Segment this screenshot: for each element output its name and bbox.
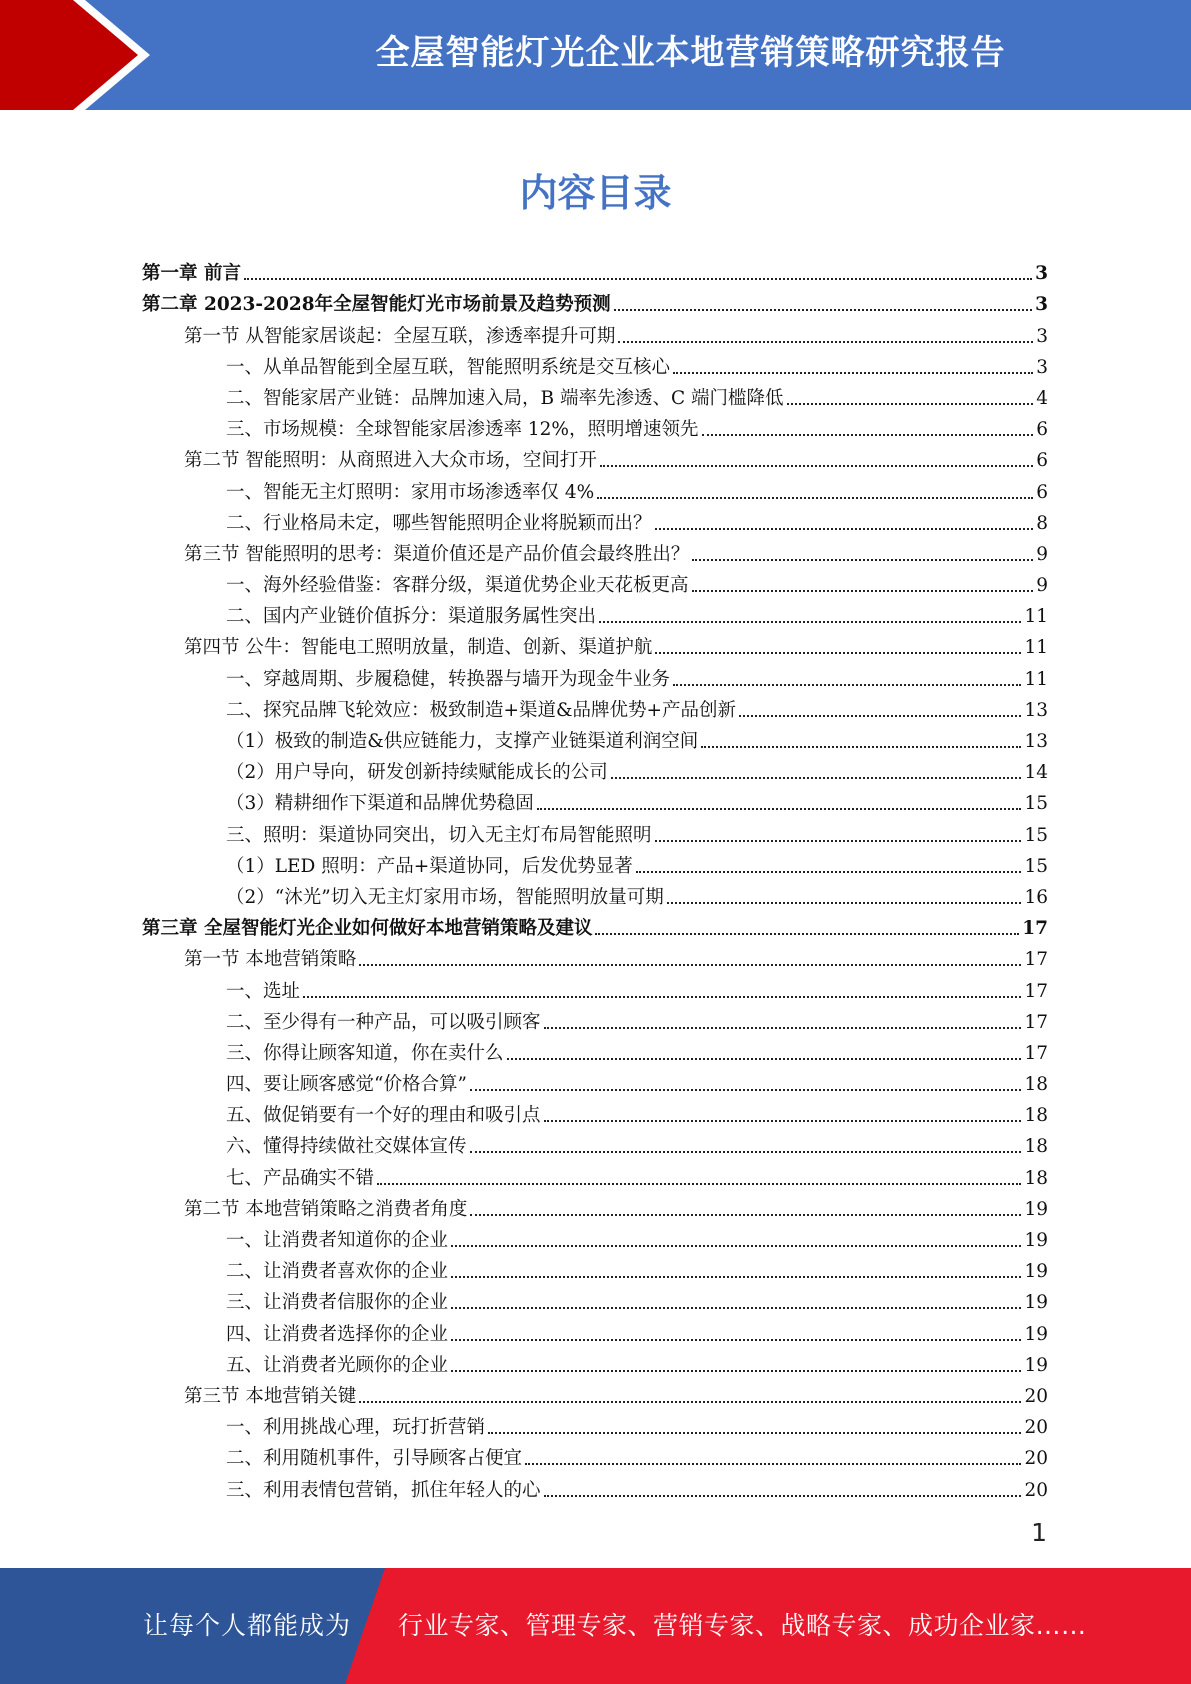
toc-entry-page: 19 xyxy=(1024,1292,1048,1314)
toc-entry-text: 三、让消费者信服你的企业 xyxy=(226,1292,449,1314)
toc-leader-dots xyxy=(739,715,1021,717)
toc-entry-text: 三、照明：渠道协同突出，切入无主灯布局智能照明 xyxy=(226,824,652,846)
toc-entry-text: 二、让消费者喜欢你的企业 xyxy=(226,1261,449,1283)
toc-leader-dots xyxy=(470,1214,1021,1216)
toc-entry-text: 第二节 智能照明：从商照进入大众市场，空间打开 xyxy=(184,450,597,472)
toc-entry[interactable] xyxy=(142,286,1048,317)
toc-leader-dots xyxy=(599,621,1021,623)
toc-entry-page: 13 xyxy=(1024,699,1048,721)
toc-entry-page: 17 xyxy=(1024,1042,1048,1064)
toc-leader-dots xyxy=(544,1027,1022,1029)
toc-leader-dots xyxy=(655,528,1034,530)
toc-leader-dots xyxy=(451,1276,1021,1278)
toc-entry-page: 20 xyxy=(1024,1385,1048,1407)
toc-leader-dots xyxy=(702,434,1034,436)
toc-entry[interactable] xyxy=(142,785,1048,816)
toc-entry[interactable] xyxy=(142,1066,1048,1097)
toc-entry[interactable] xyxy=(142,442,1048,473)
toc-entry-page: 19 xyxy=(1024,1354,1048,1376)
footer-slogan-left: 让每个人都能成为 xyxy=(143,1611,352,1640)
report-title: 全屋智能灯光企业本地营销策略研究报告 xyxy=(375,33,1006,73)
toc-entry[interactable] xyxy=(142,1409,1048,1440)
toc-leader-dots xyxy=(701,746,1021,748)
toc-entry-page: 19 xyxy=(1024,1230,1048,1251)
table-of-contents xyxy=(142,255,1048,1503)
toc-entry-text: 一、智能无主灯照明：家用市场渗透率仅 4% xyxy=(226,481,595,503)
toc-leader-dots xyxy=(673,372,1033,374)
toc-entry-page: 18 xyxy=(1024,1136,1048,1158)
toc-entry[interactable] xyxy=(142,1315,1048,1346)
toc-entry[interactable] xyxy=(142,1035,1048,1066)
toc-entry-page: 6 xyxy=(1036,450,1048,472)
toc-entry-page: 17 xyxy=(1024,949,1048,971)
toc-entry-page: 13 xyxy=(1024,731,1048,752)
toc-leader-dots xyxy=(359,1401,1021,1403)
toc-entry[interactable] xyxy=(142,1128,1048,1159)
toc-entry[interactable] xyxy=(142,411,1048,442)
toc-entry-page: 11 xyxy=(1024,606,1048,628)
toc-entry[interactable] xyxy=(142,972,1048,1003)
toc-entry[interactable] xyxy=(142,1440,1048,1471)
toc-entry[interactable] xyxy=(142,1004,1048,1035)
toc-leader-dots xyxy=(618,341,1033,343)
toc-entry-text: 一、穿越周期、步履稳健，转换器与墙开为现金牛业务 xyxy=(226,668,671,690)
toc-leader-dots xyxy=(451,1339,1021,1341)
toc-entry-page: 9 xyxy=(1036,543,1048,565)
header-banner xyxy=(0,0,1191,110)
toc-entry-text: 一、让消费者知道你的企业 xyxy=(226,1230,449,1251)
toc-entry[interactable] xyxy=(142,660,1048,691)
toc-entry-page: 20 xyxy=(1024,1479,1048,1501)
toc-entry-text: （1）极致的制造&供应链能力，支撑产业链渠道利润空间 xyxy=(226,731,699,752)
toc-entry-text: （3）精耕细作下渠道和品牌优势稳固 xyxy=(226,793,534,815)
toc-entry[interactable] xyxy=(142,816,1048,847)
toc-entry-page: 19 xyxy=(1024,1261,1048,1283)
toc-entry-page: 17 xyxy=(1022,918,1048,940)
toc-entry[interactable] xyxy=(142,255,1048,286)
toc-entry[interactable] xyxy=(142,910,1048,941)
toc-entry-text: 三、市场规模：全球智能家居渗透率 12%，照明增速领先 xyxy=(226,419,699,441)
toc-leader-dots xyxy=(692,559,1033,561)
toc-leader-dots xyxy=(655,840,1022,842)
toc-entry-text: 四、让消费者选择你的企业 xyxy=(226,1323,449,1345)
toc-leader-dots xyxy=(470,1151,1022,1153)
toc-entry-page: 9 xyxy=(1036,575,1048,597)
toc-entry-page: 8 xyxy=(1036,512,1048,534)
toc-entry-page: 18 xyxy=(1024,1105,1048,1127)
toc-leader-dots xyxy=(451,1245,1021,1247)
toc-leader-dots xyxy=(692,590,1034,592)
toc-entry[interactable] xyxy=(142,1347,1048,1378)
toc-leader-dots xyxy=(451,1370,1021,1372)
toc-entry-text: 二、国内产业链价值拆分：渠道服务属性突出 xyxy=(226,606,597,628)
toc-heading: 内容目录 xyxy=(519,171,672,215)
footer-banner xyxy=(0,1568,1191,1684)
toc-entry-page: 18 xyxy=(1024,1167,1048,1189)
toc-entry[interactable] xyxy=(142,1253,1048,1284)
toc-leader-dots xyxy=(377,1183,1021,1185)
toc-leader-dots xyxy=(655,652,1021,654)
toc-leader-dots xyxy=(787,403,1034,405)
toc-entry[interactable] xyxy=(142,473,1048,504)
toc-entry[interactable] xyxy=(142,723,1048,754)
toc-entry[interactable] xyxy=(142,692,1048,723)
toc-entry-text: 一、海外经验借鉴：客群分级，渠道优势企业天花板更高 xyxy=(226,575,689,597)
toc-entry-page: 20 xyxy=(1024,1448,1048,1470)
toc-entry-page: 3 xyxy=(1036,356,1048,378)
toc-entry[interactable] xyxy=(142,1191,1048,1222)
toc-entry-text: 五、做促销要有一个好的理由和吸引点 xyxy=(226,1105,541,1127)
toc-entry-text: 第三节 本地营销关键 xyxy=(184,1385,357,1407)
toc-leader-dots xyxy=(244,278,1032,280)
toc-entry-page: 4 xyxy=(1036,387,1048,409)
toc-entry[interactable] xyxy=(142,941,1048,972)
toc-entry-text: 二、行业格局未定，哪些智能照明企业将脱颖而出？ xyxy=(226,512,652,534)
toc-entry[interactable] xyxy=(142,598,1048,629)
toc-leader-dots xyxy=(525,1463,1021,1465)
toc-leader-dots xyxy=(488,1432,1021,1434)
toc-entry-page: 20 xyxy=(1024,1417,1048,1439)
toc-entry[interactable] xyxy=(142,317,1048,348)
toc-entry[interactable] xyxy=(142,1097,1048,1128)
toc-leader-dots xyxy=(359,964,1021,966)
toc-entry-text: 六、懂得持续做社交媒体宣传 xyxy=(226,1136,467,1158)
toc-entry-page: 15 xyxy=(1024,793,1048,815)
toc-entry-text: 二、探究品牌飞轮效应：极致制造+渠道&品牌优势+产品创新 xyxy=(226,699,736,721)
toc-leader-dots xyxy=(667,902,1022,904)
toc-entry[interactable] xyxy=(142,879,1048,910)
toc-entry-page: 17 xyxy=(1024,980,1048,1002)
page-number: 1 xyxy=(1031,1518,1047,1547)
toc-leader-dots xyxy=(611,777,1022,779)
toc-entry-text: （1）LED 照明：产品+渠道协同，后发优势显著 xyxy=(226,855,633,877)
toc-leader-dots xyxy=(614,309,1033,311)
toc-entry-page: 14 xyxy=(1024,762,1048,784)
toc-entry[interactable] xyxy=(142,1471,1048,1502)
toc-entry[interactable] xyxy=(142,380,1048,411)
toc-entry-page: 19 xyxy=(1024,1323,1048,1345)
toc-entry[interactable] xyxy=(142,629,1048,660)
toc-leader-dots xyxy=(673,684,1021,686)
toc-entry-text: 第四节 公牛：智能电工照明放量，制造、创新、渠道护航 xyxy=(184,637,653,659)
toc-leader-dots xyxy=(451,1307,1021,1309)
toc-entry-text: （2）用户导向，研发创新持续赋能成长的公司 xyxy=(226,762,608,784)
toc-entry[interactable] xyxy=(142,1222,1048,1253)
toc-entry-text: 一、选址 xyxy=(226,980,301,1002)
toc-entry[interactable] xyxy=(142,1159,1048,1190)
toc-entry-text: 第三节 智能照明的思考：渠道价值还是产品价值会最终胜出？ xyxy=(184,543,690,565)
toc-entry-text: 二、利用随机事件，引导顾客占便宜 xyxy=(226,1448,523,1470)
toc-leader-dots xyxy=(600,465,1033,467)
toc-leader-dots xyxy=(636,871,1022,873)
toc-entry-text: 三、你得让顾客知道，你在卖什么 xyxy=(226,1042,504,1064)
toc-entry-text: 四、要让顾客感觉“价格合算” xyxy=(226,1074,467,1096)
toc-entry[interactable] xyxy=(142,349,1048,380)
toc-entry-text: 一、利用挑战心理，玩打折营销 xyxy=(226,1417,486,1439)
toc-entry-text: 第二节 本地营销策略之消费者角度 xyxy=(184,1198,468,1220)
toc-entry-text: 第一章 前言 xyxy=(142,263,241,285)
toc-entry-page: 6 xyxy=(1036,419,1048,441)
toc-leader-dots xyxy=(303,996,1021,998)
toc-entry[interactable] xyxy=(142,536,1048,567)
toc-entry[interactable] xyxy=(142,848,1048,879)
toc-entry-text: 七、产品确实不错 xyxy=(226,1167,375,1189)
toc-entry-page: 6 xyxy=(1036,481,1048,503)
toc-entry-text: 一、从单品智能到全屋互联，智能照明系统是交互核心 xyxy=(226,356,671,378)
footer-slogan-right: 行业专家、管理专家、营销专家、战略专家、成功企业家…… xyxy=(398,1611,1087,1640)
toc-entry-page: 15 xyxy=(1024,824,1048,846)
red-arrow-shape xyxy=(0,0,138,110)
toc-entry-page: 11 xyxy=(1024,637,1048,659)
toc-entry-text: 第一节 从智能家居谈起：全屋互联，渗透率提升可期 xyxy=(184,325,616,347)
toc-entry[interactable] xyxy=(142,567,1048,598)
toc-entry-page: 16 xyxy=(1024,886,1048,908)
toc-entry-page: 3 xyxy=(1035,294,1048,316)
toc-leader-dots xyxy=(597,497,1033,499)
toc-entry-text: 二、智能家居产业链：品牌加速入局，B 端率先渗透、C 端门槛降低 xyxy=(226,387,784,409)
toc-entry-text: 第二章 2023-2028年全屋智能灯光市场前景及趋势预测 xyxy=(142,294,611,316)
toc-entry-page: 18 xyxy=(1024,1074,1048,1096)
toc-entry[interactable] xyxy=(142,1378,1048,1409)
toc-entry-page: 11 xyxy=(1024,668,1048,690)
toc-entry-text: 五、让消费者光顾你的企业 xyxy=(226,1354,449,1376)
toc-leader-dots xyxy=(507,1058,1022,1060)
toc-entry-text: 二、至少得有一种产品，可以吸引顾客 xyxy=(226,1011,541,1033)
toc-leader-dots xyxy=(595,933,1019,935)
toc-entry-page: 19 xyxy=(1024,1198,1048,1220)
toc-entry-text: 第三章 全屋智能灯光企业如何做好本地营销策略及建议 xyxy=(142,918,593,940)
toc-leader-dots xyxy=(544,1495,1022,1497)
toc-entry-text: 第一节 本地营销策略 xyxy=(184,949,357,971)
toc-entry[interactable] xyxy=(142,754,1048,785)
toc-entry-page: 3 xyxy=(1035,263,1048,285)
toc-entry[interactable] xyxy=(142,505,1048,536)
toc-entry-page: 3 xyxy=(1036,325,1048,347)
toc-leader-dots xyxy=(544,1120,1022,1122)
toc-entry-text: （2）“沐光”切入无主灯家用市场，智能照明放量可期 xyxy=(226,886,664,908)
toc-entry[interactable] xyxy=(142,1284,1048,1315)
toc-leader-dots xyxy=(470,1089,1022,1091)
toc-leader-dots xyxy=(537,808,1022,810)
toc-entry-page: 15 xyxy=(1024,855,1048,877)
toc-entry-text: 三、利用表情包营销，抓住年轻人的心 xyxy=(226,1479,541,1501)
toc-entry-page: 17 xyxy=(1024,1011,1048,1033)
